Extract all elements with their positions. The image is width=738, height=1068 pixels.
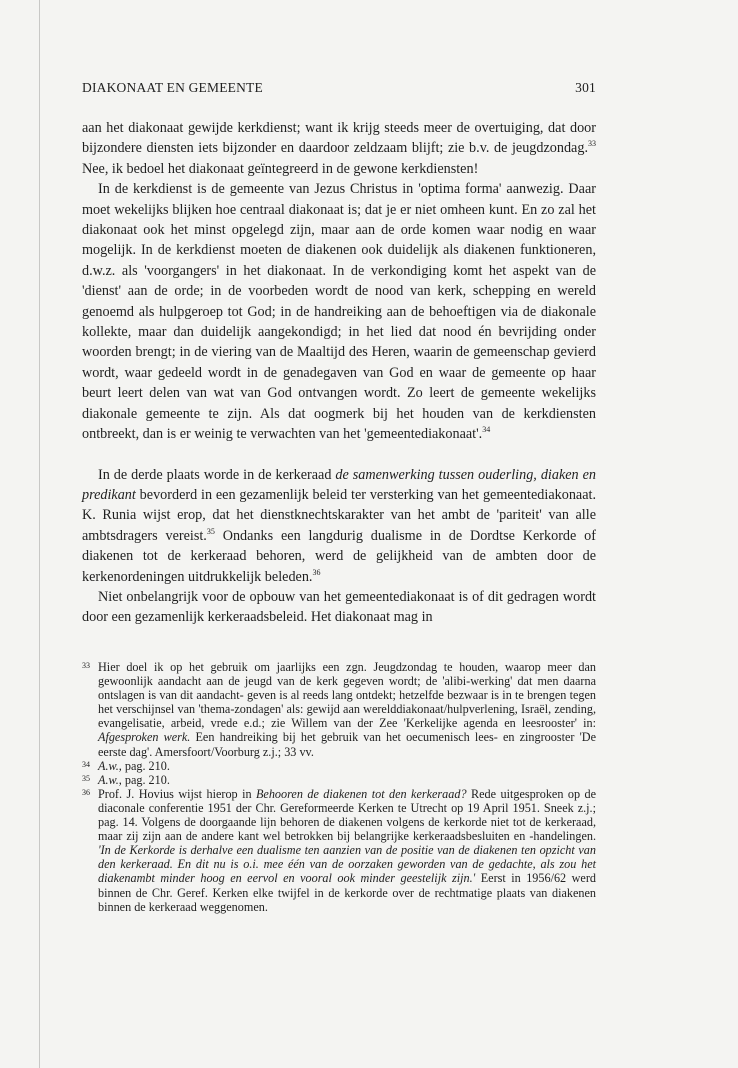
footnote-36-text-b: Rede uitgesproken op de diaconale conferentie 1951 der Chr. Gereformeerde Kerken te Utrecht op 19 April 1951. Sneek z.j.; pag. 14. Volgens de doorgaande lijn behoren de diakenen volgens de kerkorde niet tot de kerkeraad, maar zij zijn aan de andere kant wel betrokken bij belangrijke kerkeraadsbesluiten en -handelingen. (98, 786, 596, 844)
footnotes (82, 660, 596, 914)
running-header (82, 80, 596, 100)
footnote-36-text-c: Eerst in 1956/62 werd binnen de Chr. Geref. Kerken elke twijfel in de kerkorde over de rechtmatige plaats van diakenen binnen de kerkeraad weggenomen. (98, 871, 596, 914)
footnote-33-text-b: Een handreiking bij het gebruik van het oecumenisch lees- en zingrooster 'De eerste dag'. Amersfoort/Voorburg z.j.; 33 vv. (98, 730, 596, 759)
footnote-33-emphasis: Afgesproken werk. (98, 730, 191, 745)
paragraph-3 (82, 465, 596, 587)
footnote-ref-35: 35 (206, 526, 215, 536)
footnote-34-emphasis: A.w., (98, 758, 122, 773)
footnote-35: 35 A.w., pag. 210. (82, 772, 170, 787)
paragraph-4 (82, 587, 596, 628)
footnote-ref-34: 34 (482, 425, 491, 435)
paragraph-2-text: In de kerkdienst is de gemeente van Jezus Christus in 'optima forma' aanwezig. Daar moet wekelijks blijken hoe centraal diakonaat is; dat je er niet omheen kunt. En zo zal het diakonaat ook het minst opgelegd zijn, maar aan de orde komen waar nodig en waar mogelijk. In de kerkdienst moeten de diakenen ook duidelijk als diakenen funktioneren, d.w.z. als 'voorgangers' in het diakonaat. In de verkondiging komt het aspekt van de 'dienst' aan de orde; in de voorbeden wordt de nood van kerk, schepping en wereld genoemd als hulpgeroep tot God; in de handreiking aan de behoeftigen via de diakonale kollekte, maar dan duidelijk aangekondigd; in het lied dat nood én bevrijding onder woorden brengt; in de viering van de Maaltijd des Heren, waarin de gemeenschap gevierd wordt, waar gedeeld wordt in de genadegaven van God en waar de gemeente op haar beurt leert delen van wat van God ontvangen wordt. Zo leert de gemeente wekelijks diakonale gemeente te zijn. Als dat oogmerk bij het houden van de kerkdiensten ontbreekt, dan is er weinig te verwachten van het 'gemeentediakonaat'. (82, 181, 596, 443)
paragraph-1-text-b: Nee, ik bedoel het diakonaat geïntegreerd in de gewone kerkdiensten! (82, 160, 479, 177)
footnote-36-emphasis-b: 'In de Kerkorde is derhalve een dualisme ten aanzien van de positie van de diakenen ten opzicht van den kerkeraad. En dit nu is o.i. mee één van de oorzaken geworden van de gedachte, als zou het diakenambt minder hoog en eervol en vooral ook minder geestelijk zijn.' (98, 843, 596, 886)
paragraph-3-emphasis: de samenwerking tussen ouderling, diaken en predikant (82, 466, 596, 503)
scan-page-edge (0, 0, 40, 1068)
footnote-33: 33 Hier doel ik op het gebruik om jaarlijks een zgn. Jeugdzondag te houden, waarop meer dan gewoonlijk aandacht aan de jeugd van de kerk gegeven wordt; de 'alibi-werking' dat men daarna ontslagen is van dit aandacht- geven is al reeds lang ontdekt; hetzelfde bezwaar is in te brengen tegen het verschijnsel van 'thema-zondagen' als: gewijd aan werelddiakonaat/hulpverlening, Israël, zending, evangelisatie, arbeid, vrede e.d.; zie Willem van der Zee 'Kerkelijke agenda en leesrooster' in: Afgesproken werk. Een handreiking bij het gebruik van het oecumenisch lees- en zingrooster 'De eerste dag'. Amersfoort/Voorburg z.j.; 33 vv. (82, 660, 596, 759)
footnote-34: 34 A.w., pag. 210. (82, 758, 170, 773)
footnote-36: 36 Prof. J. Hovius wijst hierop in Behooren de diakenen tot den kerkeraad? Rede uitgesproken op de diaconale conferentie 1951 der Chr. Gereformeerde Kerken te Utrecht op 19 April 1951. Sneek z.j.; pag. 14. Volgens de doorgaande lijn behoren de diakenen volgens de kerkorde niet tot de kerkeraad, maar zij zijn aan de andere kant wel betrokken bij belangrijke kerkeraadsbesluiten en -handelingen. 'In de Kerkorde is derhalve een dualisme ten aanzien van de positie van de diakenen ten opzicht van den kerkeraad. En dit nu is o.i. mee één van de oorzaken geworden van de gedachte, als zou het diakenambt minder hoog en eervol en vooral ook minder geestelijk zijn.' Eerst in 1956/62 werd binnen de Chr. Geref. Kerken elke twijfel in de kerkorde over de rechtmatige plaats van diakenen binnen de kerkeraad weggenomen. (82, 786, 596, 914)
paragraph-1-text-a: aan het diakonaat gewijde kerkdienst; want ik krijg steeds meer de overtuiging, dat door bijzondere diensten iets bijzonder en daardoor zeldzaam blijft; zie b.v. de jeugdzondag. (82, 120, 596, 157)
paragraph-3-text-c: Ondanks een langdurig dualisme in de Dordtse Kerkorde of diakenen tot de kerkeraad behoren, werd de gelijkheid van de ambten door de kerkenordeningen uitdrukkelijk beleden. (82, 527, 596, 585)
footnote-35-text: pag. 210. (121, 772, 170, 787)
footnote-ref-33: 33 (588, 139, 596, 149)
paragraph-2 (82, 179, 596, 444)
paragraph-3-text-a: In de derde plaats worde in de kerkeraad (98, 466, 336, 483)
page-number: 301 (575, 80, 596, 95)
paragraph-4-text: Niet onbelangrijk voor de opbouw van het gemeentediakonaat is of dit gedragen wordt door een gezamenlijk kerkeraadsbeleid. Het diakonaat mag in (82, 588, 596, 626)
footnote-35-emphasis: A.w., (98, 772, 122, 787)
paragraph-3-text-b: bevorderd in een gezamenlijk beleid ter versterking van het gemeentediakonaat. K. Runia wijst erop, dat het dienstknechtskarakter van het ambt de 'pariteit' van alle ambtsdragers vereist. (82, 486, 596, 544)
footnote-36-text-a: Prof. J. Hovius wijst hierop in (98, 786, 256, 801)
paragraph-1 (82, 118, 596, 179)
body-text (82, 118, 596, 628)
footnote-34-text: pag. 210. (121, 758, 170, 773)
footnote-36-emphasis-a: Behooren de diakenen tot den kerkeraad? (255, 786, 467, 801)
footnote-ref-36: 36 (312, 567, 321, 577)
footnote-33-text-a: Hier doel ik op het gebruik om jaarlijks een zgn. Jeugdzondag te houden, waarop meer dan gewoonlijk aandacht aan de jeugd van de kerk gegeven wordt; de 'alibi-werking' dat men daarna ontslagen is van dit aandacht- geven is al reeds lang ontdekt; hetzelfde bezwaar is in te brengen tegen het verschijnsel van 'thema-zondagen' als: gewijd aan werelddiakonaat/hulpverlening, Israël, zending, evangelisatie, arbeid, vrede e.d.; zie Willem van der Zee 'Kerkelijke agenda en leesrooster' in: (98, 660, 596, 731)
running-title: DIAKONAAT EN GEMEENTE (82, 80, 263, 95)
